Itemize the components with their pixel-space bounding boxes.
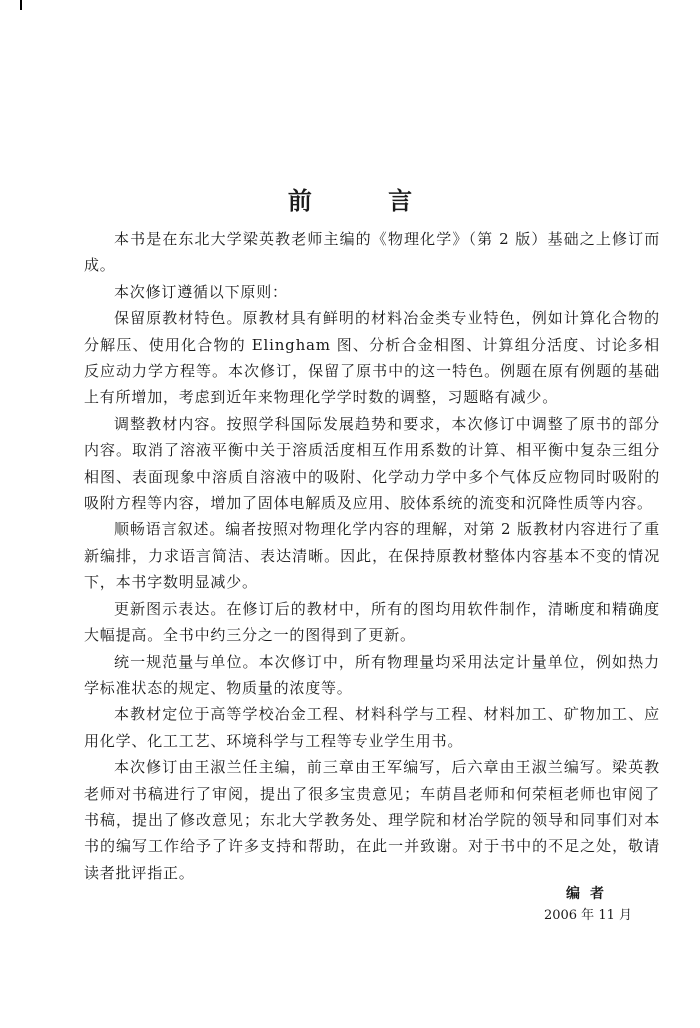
page-title: 前 言 (287, 187, 447, 216)
paragraph: 本次修订由王淑兰任主编，前三章由王军编写，后六章由王淑兰编写。梁英教老师对书稿进行了审阅，提出了很多宝贵意见；车荫昌老师和何荣桓老师也审阅了书稿，提出了修改意见；东北大学教务处、理学院和材冶学院的领导和同事们对本书的编写工作给予了许多支持和帮助，在此一并致谢。对于书中的不足之处，敬请读者批评指正。 (84, 758, 660, 882)
preface-body (84, 226, 660, 886)
paragraph: 本次修订遵循以下原则： (114, 282, 288, 301)
signature-date: 2006 年 11 月 (543, 908, 632, 923)
paragraph: 顺畅语言叙述。编者按照对物理化学内容的理解，对第 2 版教材内容进行了重新编排，力求语言简洁、表达清晰。因此，在保持原教材整体内容基本不变的情况下，本书字数明显减少。 (84, 520, 660, 592)
paragraph: 本书是在东北大学梁英教老师主编的《物理化学》（第 2 版）基础之上修订而成。 (84, 230, 660, 275)
paragraph: 统一规范量与单位。本次修订中，所有物理量均采用法定计量单位，例如热力学标准状态的规定、物质量的浓度等。 (84, 652, 660, 697)
scan-edge-mark (20, 0, 22, 10)
paragraph: 更新图示表达。在修订后的教材中，所有的图均用软件制作，清晰度和精确度大幅提高。全书中约三分之一的图得到了更新。 (84, 599, 660, 645)
paragraph: 本教材定位于高等学校冶金工程、材料科学与工程、材料加工、矿物加工、应用化学、化工工艺、环境科学与工程等专业学生用书。 (84, 705, 660, 750)
paragraph: 保留原教材特色。原教材具有鲜明的材料冶金类专业特色，例如计算化合物的分解压、使用化合物的 Elingham 图、分析合金相图、计算组分活度、讨论多相反应动力学方程等。本次修订，保留了原书中的这一特色。例题在原有例题的基础上有所增加，考虑到近年来物理化学学时数的调整，习题略有减少。 (84, 309, 660, 407)
signature-author: 编者 (566, 886, 614, 902)
paragraph: 调整教材内容。按照学科国际发展趋势和要求，本次修订中调整了原书的部分内容。取消了溶液平衡中关于溶质活度相互作用系数的计算、相平衡中复杂三组分相图、表面现象中溶质自溶液中的吸附、化学动力学中多个气体反应物同时吸附的吸附方程等内容，增加了固体电解质及应用、胶体系统的流变和沉降性质等内容。 (84, 414, 660, 513)
